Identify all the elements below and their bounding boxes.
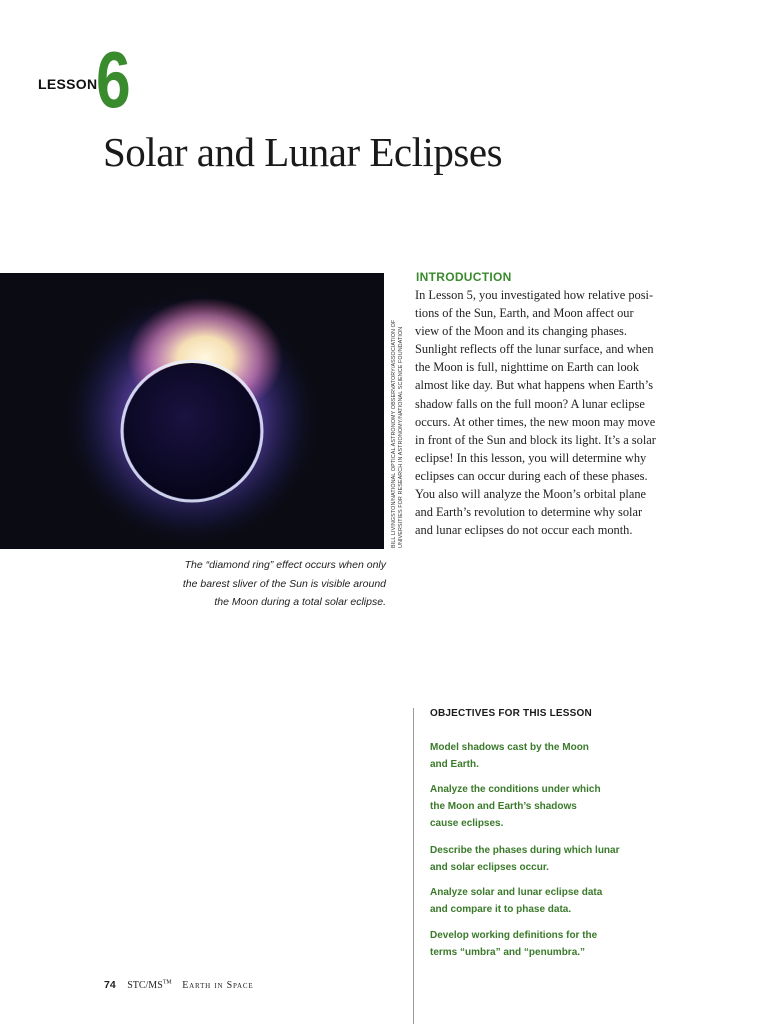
introduction-heading: INTRODUCTION [416, 270, 512, 284]
objectives-divider [413, 708, 414, 1024]
introduction-line: eclipse! In this lesson, you will determine why [415, 450, 647, 465]
lesson-label: LESSON [38, 76, 98, 92]
objective-line: Model shadows cast by the Moon [430, 742, 589, 753]
objective-line: Describe the phases during which lunar [430, 845, 620, 856]
footer-subtitle: Earth in Space [182, 980, 254, 991]
objective-item [430, 842, 670, 876]
photo-credit-line: BILL LIVINGSTON/NATIONAL OPTICAL ASTRONOMY OBSERVATORY/ASSOCIATION OF [391, 319, 397, 548]
introduction-body [415, 286, 715, 539]
lesson-number: 6 [96, 35, 131, 124]
introduction-line: tions of the Sun, Earth, and Moon affect our [415, 306, 634, 321]
page-number: 74 [104, 979, 116, 991]
objective-line: and compare it to phase data. [430, 904, 572, 915]
caption-line: the Moon during a total solar eclipse. [214, 596, 386, 608]
introduction-line: shadow falls on the full moon? A lunar eclipse [415, 396, 645, 411]
objectives-heading: OBJECTIVES FOR THIS LESSON [430, 708, 592, 719]
photo-credit [391, 288, 405, 548]
objective-line: terms “umbra” and “penumbra.” [430, 947, 586, 958]
introduction-line: in front of the Sun and block its light. It’s a solar [415, 432, 656, 447]
introduction-line: eclipses can occur during each of these phases. [415, 468, 648, 483]
footer-trademark: TM [162, 979, 172, 986]
introduction-line: You also will analyze the Moon’s orbital plane [415, 487, 647, 502]
photo-caption [160, 556, 386, 612]
introduction-line: In Lesson 5, you investigated how relative posi- [415, 288, 654, 302]
objective-line: and Earth. [430, 759, 479, 770]
photo-credit-line: UNIVERSITIES FOR RESEARCH IN ASTRONOMY/NATIONAL SCIENCE FOUNDATION [398, 326, 405, 548]
introduction-line: almost like day. But what happens when Earth’s [415, 378, 654, 393]
introduction-line: occurs. At other times, the new moon may move [415, 414, 656, 429]
introduction-line: view of the Moon and its changing phases. [415, 324, 627, 339]
footer-brand: STC/MS [127, 980, 163, 991]
page-title: Solar and Lunar Eclipses [103, 129, 503, 175]
moon-disk [124, 363, 260, 499]
objective-line: Develop working definitions for the [430, 930, 598, 941]
introduction-line: the Moon is full, nighttime on Earth can look [415, 360, 640, 375]
introduction-line: Sunlight reflects off the lunar surface, and when [415, 342, 654, 357]
objective-line: Analyze solar and lunar eclipse data [430, 887, 603, 898]
objective-item [430, 739, 670, 773]
objective-item [430, 927, 670, 961]
page-footer [104, 979, 253, 991]
caption-line: The “diamond ring” effect occurs when only [184, 559, 386, 571]
eclipse-photo [0, 273, 384, 549]
objective-line: and solar eclipses occur. [430, 862, 549, 873]
objective-item [430, 884, 670, 918]
objective-line: Analyze the conditions under which [430, 784, 601, 795]
caption-line: the barest sliver of the Sun is visible around [182, 577, 386, 590]
objective-line: cause eclipses. [430, 818, 504, 829]
objective-line: the Moon and Earth’s shadows [430, 801, 577, 812]
introduction-line: and Earth’s revolution to determine why solar [415, 505, 643, 520]
objective-item [430, 781, 670, 832]
introduction-line: and lunar eclipses do not occur each month. [415, 523, 633, 538]
